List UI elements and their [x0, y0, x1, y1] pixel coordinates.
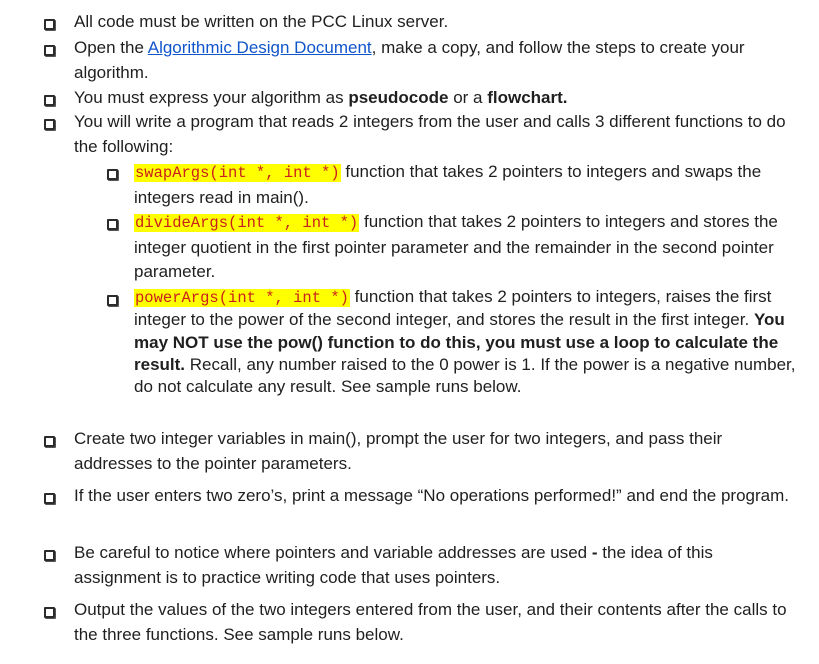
item-text: Be careful to notice where pointers and variable addresses are used	[74, 543, 592, 562]
item-text: You must express your algorithm as	[74, 88, 349, 107]
item-text: Recall, any number raised to the 0 power is 1. If the power is a negative number, do not calculate any result. See sample runs below.	[134, 354, 796, 397]
swapargs-code: swapArgs(int *, int *)	[135, 164, 340, 182]
checkbox-bullet-icon	[44, 19, 55, 30]
item-text: Open the	[74, 38, 148, 57]
list-item-nested	[134, 160, 799, 210]
item-text: the idea of this assignment is to practice writing code that uses pointers.	[74, 543, 713, 587]
flowchart-bold: flowchart.	[487, 88, 568, 107]
dash-bold: -	[591, 543, 598, 562]
checkbox-bullet-icon	[107, 219, 118, 230]
list-item	[74, 598, 794, 647]
checkbox-bullet-icon	[107, 169, 118, 180]
checkbox-bullet-icon	[44, 119, 55, 130]
list-item	[74, 427, 794, 476]
list-item	[74, 86, 794, 111]
item-text: If the user enters two zero’s, print a message “No operations performed!” and end the program.	[74, 486, 789, 505]
list-item-nested	[134, 286, 799, 398]
list-item	[74, 36, 794, 85]
divideargs-code: divideArgs(int *, int *)	[135, 214, 359, 232]
checkbox-bullet-icon	[44, 550, 55, 561]
checkbox-bullet-icon	[44, 493, 55, 504]
item-text: or a	[448, 88, 488, 107]
list-item	[74, 10, 794, 35]
checkbox-bullet-icon	[44, 45, 55, 56]
checkbox-bullet-icon	[44, 436, 55, 447]
item-text: Create two integer variables in main(), prompt the user for two integers, and pass their addresses to the pointer parameters.	[74, 429, 723, 473]
no-pow-warning-bold: You may NOT use the pow() function to do this, you must use a loop to calculate the result.	[134, 310, 785, 374]
list-item	[74, 110, 794, 159]
checkbox-bullet-icon	[107, 295, 118, 306]
item-text: function that takes 2 pointers to integers and stores the integer quotient in the first pointer parameter and the remainder in the second pointer parameter.	[134, 212, 778, 281]
powerargs-code: powerArgs(int *, int *)	[135, 289, 349, 307]
checkbox-bullet-icon	[44, 95, 55, 106]
pseudocode-bold: pseudocode	[348, 88, 449, 107]
algorithmic-design-document-link[interactable]: Algorithmic Design Document	[147, 38, 372, 57]
list-item	[74, 484, 794, 509]
item-text: function that takes 2 pointers to integers and swaps the integers read in main().	[134, 162, 762, 207]
item-text: , make a copy, and follow the steps to create your algorithm.	[74, 38, 745, 82]
item-text: You will write a program that reads 2 integers from the user and calls 3 different functions to do the following:	[74, 112, 786, 156]
item-text: function that takes 2 pointers to integers, raises the first integer to the power of the second integer, and stores the result in the first integer.	[134, 287, 772, 330]
list-item-nested	[134, 210, 799, 285]
checkbox-bullet-icon	[44, 607, 55, 618]
item-text: All code must be written on the PCC Linux server.	[74, 12, 449, 31]
item-text: Output the values of the two integers entered from the user, and their contents after the calls to the three functions. See sample runs below.	[74, 600, 787, 644]
list-item	[74, 541, 794, 590]
